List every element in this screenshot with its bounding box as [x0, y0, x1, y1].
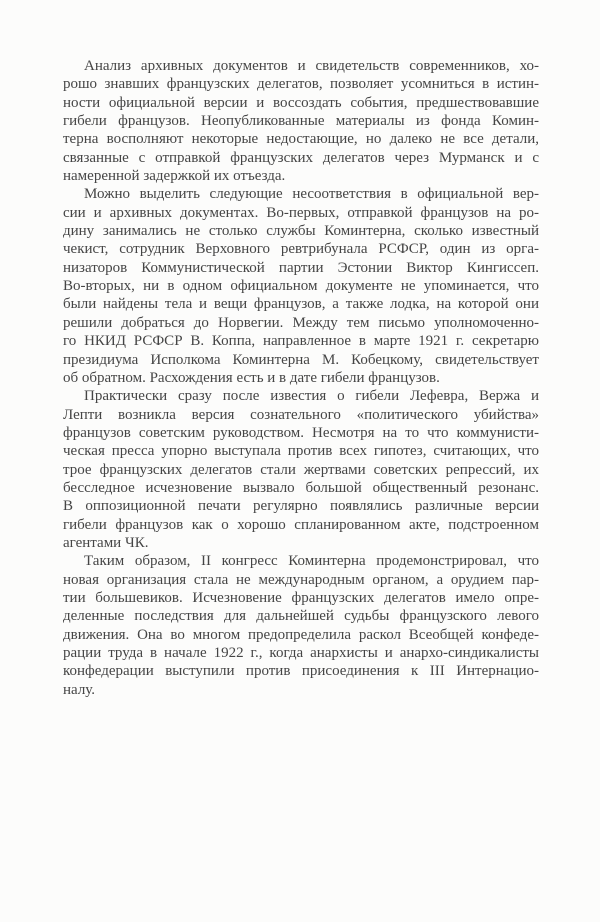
- text-line: рации труда в начале 1922 г., когда анархисты и анархо-синдикалисты: [63, 645, 539, 661]
- paragraph: [63, 185, 539, 387]
- text-line: Можно выделить следующие несоответствия в официальной вер-: [84, 186, 539, 203]
- text-line: были найдены тела и вещи французов, а также лодка, на которой они: [63, 296, 539, 313]
- text-line: дину занимались не столько службы Коминтерна, сколько известный: [63, 223, 539, 240]
- text-line: низаторов Коммунистической партии Эстонии Виктор Кингиссеп.: [63, 259, 539, 276]
- text-line: ческая пресса упорно выступала против всех гипотез, считающих, что: [63, 443, 539, 460]
- text-line: Анализ архивных документов и свидетельств современников, хо-: [84, 58, 539, 74]
- text-line: ности официальной версии и воссоздать события, предшествовавшие: [63, 94, 539, 111]
- text-line: агентами ЧК.: [63, 534, 149, 551]
- text-line: Во-вторых, ни в одном официальном документе не упоминается, что: [63, 278, 539, 295]
- text-line: об обратном. Расхождения есть и в дате гибели французов.: [63, 369, 440, 386]
- text-line: гибели французов. Неопубликованные материалы из фонда Комин-: [63, 113, 539, 130]
- text-line: налу.: [63, 681, 96, 698]
- text-line: конфедерации выступили против присоединения к III Интернацио-: [63, 663, 539, 680]
- text-line: движения. Она во многом предопределила раскол Всеобщей конфеде-: [63, 626, 539, 643]
- paragraph: [63, 387, 539, 552]
- text-line: Таким образом, II конгресс Коминтерна продемонстрировал, что: [84, 553, 539, 570]
- text-line: В оппозиционной печати регулярно появлялись различные версии: [63, 498, 539, 515]
- text-line: го НКИД РСФСР В. Коппа, направленное в марте 1921 г. секретарю: [63, 333, 539, 350]
- text-line: чекист, сотрудник Верховного ревтрибунала РСФСР, один из орга-: [63, 241, 539, 258]
- text-line: рошо знавших французских делегатов, позволяет усомниться в истин-: [63, 76, 539, 93]
- text-line: решили добраться до Норвегии. Между тем письмо уполномоченно-: [63, 314, 539, 331]
- text-line: терна восполняют некоторые недостающие, но далеко не все детали,: [63, 131, 539, 148]
- paragraph: [63, 552, 539, 699]
- text-line: сии и архивных документах. Во-первых, отправкой французов на ро-: [63, 204, 539, 221]
- text-line: трое французских делегатов стали жертвами советских репрессий, их: [63, 461, 539, 478]
- text-line: французов советским руководством. Несмотря на то что коммунисти-: [63, 424, 539, 441]
- text-line: Лепти возникла версия сознательного «политического убийства»: [63, 406, 539, 423]
- text-line: тии большевиков. Исчезновение французских делегатов имело опре-: [63, 589, 539, 606]
- paragraph: [63, 57, 539, 185]
- text-line: президиума Исполкома Коминтерна М. Кобецкому, свидетельствует: [63, 351, 539, 368]
- text-line: связанные с отправкой французских делегатов через Мурманск и с: [63, 149, 539, 166]
- text-block: [63, 57, 539, 699]
- text-line: деленные последствия для дальнейшей судьбы французского левого: [63, 608, 539, 625]
- text-line: новая организация стала не международным органом, а орудием пар-: [63, 571, 539, 588]
- text-line: гибели французов как о хорошо спланированном акте, подстроенном: [63, 516, 539, 533]
- text-line: бесследное исчезновение вызвало большой общественный резонанс.: [63, 479, 539, 496]
- text-line: намеренной задержкой их отъезда.: [63, 168, 286, 185]
- text-line: Практически сразу после известия о гибели Лефевра, Вержа и: [84, 388, 539, 405]
